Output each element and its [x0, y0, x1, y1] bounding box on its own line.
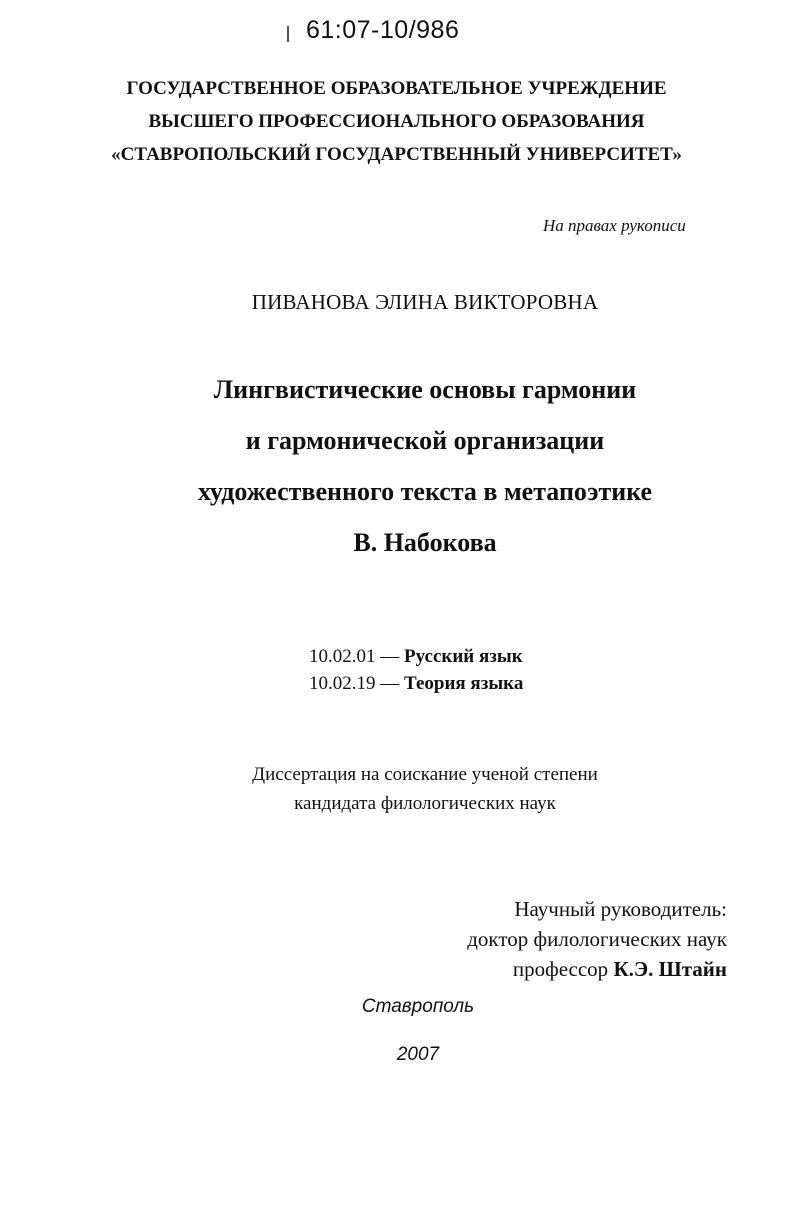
- specialty-code: 10.02.19 —: [309, 673, 400, 694]
- stamp-mark: [287, 26, 289, 42]
- degree-statement: [0, 760, 793, 818]
- manuscript-rights-note: На правах рукописи: [543, 216, 686, 235]
- dissertation-title: [0, 364, 793, 568]
- supervisor-degree: доктор филологических наук: [467, 927, 727, 951]
- title-line-4: В. Набокова: [353, 528, 497, 557]
- supervisor-label: Научный руководитель:: [514, 897, 727, 921]
- institution-line-1: ГОСУДАРСТВЕННОЕ ОБРАЗОВАТЕЛЬНОЕ УЧРЕЖДЕНИЕ: [126, 78, 667, 99]
- title-line-2: и гармонической организации: [245, 426, 605, 455]
- supervisor-name: К.Э. Штайн: [613, 957, 727, 981]
- specialty-name: Русский язык: [404, 646, 523, 667]
- title-line-3: художественного текста в метапоэтике: [197, 477, 653, 506]
- city: Ставрополь: [361, 996, 475, 1017]
- author-name: ПИВАНОВА ЭЛИНА ВИКТОРОВНА: [251, 290, 599, 314]
- specialty-row: [309, 643, 523, 670]
- specialty-codes: [309, 643, 523, 697]
- institution-line-2: ВЫСШЕГО ПРОФЕССИОНАЛЬНОГО ОБРАЗОВАНИЯ: [148, 111, 645, 132]
- institution-line-3: «СТАВРОПОЛЬСКИЙ ГОСУДАРСТВЕННЫЙ УНИВЕРСИТЕТ»: [111, 144, 682, 165]
- supervisor-block: [467, 894, 727, 984]
- title-line-1: Лингвистические основы гармонии: [213, 375, 637, 404]
- year: 2007: [396, 1044, 440, 1065]
- supervisor-title: профессор: [512, 957, 609, 981]
- specialty-row: [309, 670, 523, 697]
- institution-header: [0, 72, 793, 171]
- specialty-code: 10.02.01 —: [309, 646, 400, 667]
- supervisor-title-line: [467, 954, 727, 984]
- degree-line-2: кандидата филологических наук: [294, 793, 556, 814]
- specialty-name: Теория языка: [404, 673, 524, 694]
- archive-stamp-number: 61:07-10/986: [306, 16, 460, 44]
- degree-line-1: Диссертация на соискание ученой степени: [252, 764, 598, 785]
